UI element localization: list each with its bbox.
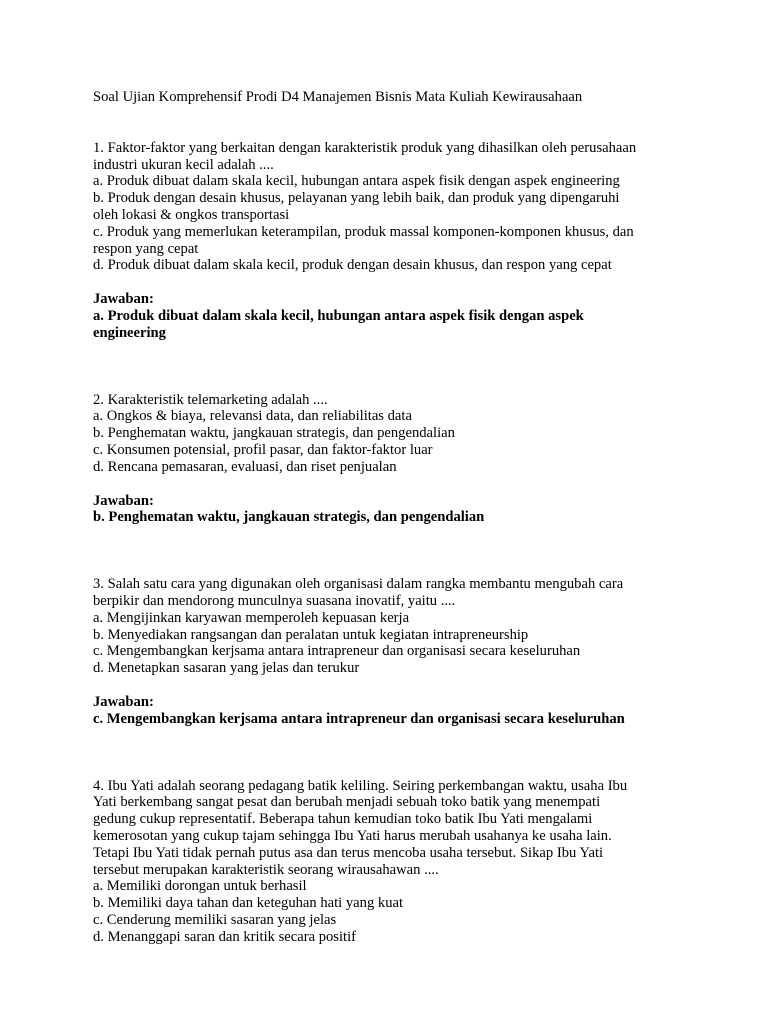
question-4-line: kemerosotan yang cukup tajam sehingga Ibu Yati harus merubah usahanya ke usaha lain.: [93, 827, 612, 844]
answer-label: Jawaban:: [93, 492, 154, 509]
question-3-option: b. Menyediakan rangsangan dan peralatan untuk kegiatan intrapreneurship: [93, 626, 529, 643]
question-2-option: b. Penghematan waktu, jangkauan strategis, dan pengendalian: [93, 425, 455, 442]
answer-text: b. Penghematan waktu, jangkauan strategis, dan pengendalian: [93, 509, 485, 526]
question-2: [93, 392, 693, 476]
question-1-line: industri ukuran kecil adalah ....: [93, 156, 274, 173]
question-4-line: tersebut merupakan karakteristik seorang wirausahawan ....: [93, 861, 439, 878]
question-4-line: Tetapi Ibu Yati tidak pernah putus asa dan terus mencoba usaha tersebut. Sikap Ibu Yati: [93, 844, 604, 861]
question-2-line: 2. Karakteristik telemarketing adalah ....: [93, 391, 328, 408]
question-2-option: d. Rencana pemasaran, evaluasi, dan riset penjualan: [93, 458, 397, 475]
question-1: [93, 140, 693, 274]
question-3-option: d. Menetapkan sasaran yang jelas dan terukur: [93, 660, 360, 677]
question-4-option: c. Cenderung memiliki sasaran yang jelas: [93, 911, 337, 928]
answer-1: [93, 291, 693, 341]
answer-text: engineering: [93, 324, 166, 341]
document-title: Soal Ujian Komprehensif Prodi D4 Manajemen Bisnis Mata Kuliah Kewirausahaan: [93, 89, 583, 105]
question-3-line: 3. Salah satu cara yang digunakan oleh organisasi dalam rangka membantu mengubah cara: [93, 576, 624, 593]
question-3-line: berpikir dan mendorong munculnya suasana inovatif, yaitu ....: [93, 592, 456, 609]
answer-3: [93, 694, 693, 728]
question-1-line: 1. Faktor-faktor yang berkaitan dengan karakteristik produk yang dihasilkan oleh perusahaan: [93, 139, 637, 156]
question-1-option: a. Produk dibuat dalam skala kecil, hubungan antara aspek fisik dengan aspek engineering: [93, 173, 620, 190]
question-2-option: c. Konsumen potensial, profil pasar, dan faktor-faktor luar: [93, 441, 433, 458]
question-3: [93, 576, 693, 677]
question-1-option: respon yang cepat: [93, 240, 199, 257]
question-4: [93, 778, 693, 946]
answer-text: a. Produk dibuat dalam skala kecil, hubungan antara aspek fisik dengan aspek: [93, 307, 584, 324]
answer-label: Jawaban:: [93, 291, 154, 308]
question-4-line: gedung cukup representatif. Beberapa tahun kemudian toko batik Ibu Yati mengalami: [93, 811, 593, 828]
answer-2: [93, 493, 693, 527]
question-4-option: d. Menanggapi saran dan kritik secara positif: [93, 928, 357, 945]
question-3-option: a. Mengijinkan karyawan memperoleh kepuasan kerja: [93, 609, 410, 626]
question-1-option: d. Produk dibuat dalam skala kecil, produk dengan desain khusus, dan respon yang cepat: [93, 257, 612, 274]
question-4-option: a. Memiliki dorongan untuk berhasil: [93, 878, 307, 895]
question-1-option: b. Produk dengan desain khusus, pelayanan yang lebih baik, dan produk yang dipengaruhi: [93, 190, 620, 207]
answer-label: Jawaban:: [93, 693, 154, 710]
question-1-option: c. Produk yang memerlukan keterampilan, produk massal komponen-komponen khusus, dan: [93, 223, 634, 240]
question-1-option: oleh lokasi & ongkos transportasi: [93, 206, 290, 223]
document-page: [93, 89, 693, 962]
question-4-line: Yati berkembang sangat pesat dan berubah menjadi sebuah toko batik yang menempati: [93, 794, 601, 811]
question-3-option: c. Mengembangkan kerjsama antara intrapreneur dan organisasi secara keseluruhan: [93, 643, 581, 660]
question-2-option: a. Ongkos & biaya, relevansi data, dan reliabilitas data: [93, 408, 412, 425]
question-4-option: b. Memiliki daya tahan dan keteguhan hati yang kuat: [93, 895, 404, 912]
answer-text: c. Mengembangkan kerjsama antara intrapreneur dan organisasi secara keseluruhan: [93, 710, 625, 727]
question-4-line: 4. Ibu Yati adalah seorang pedagang batik keliling. Seiring perkembangan waktu, usaha Ibu: [93, 777, 628, 794]
